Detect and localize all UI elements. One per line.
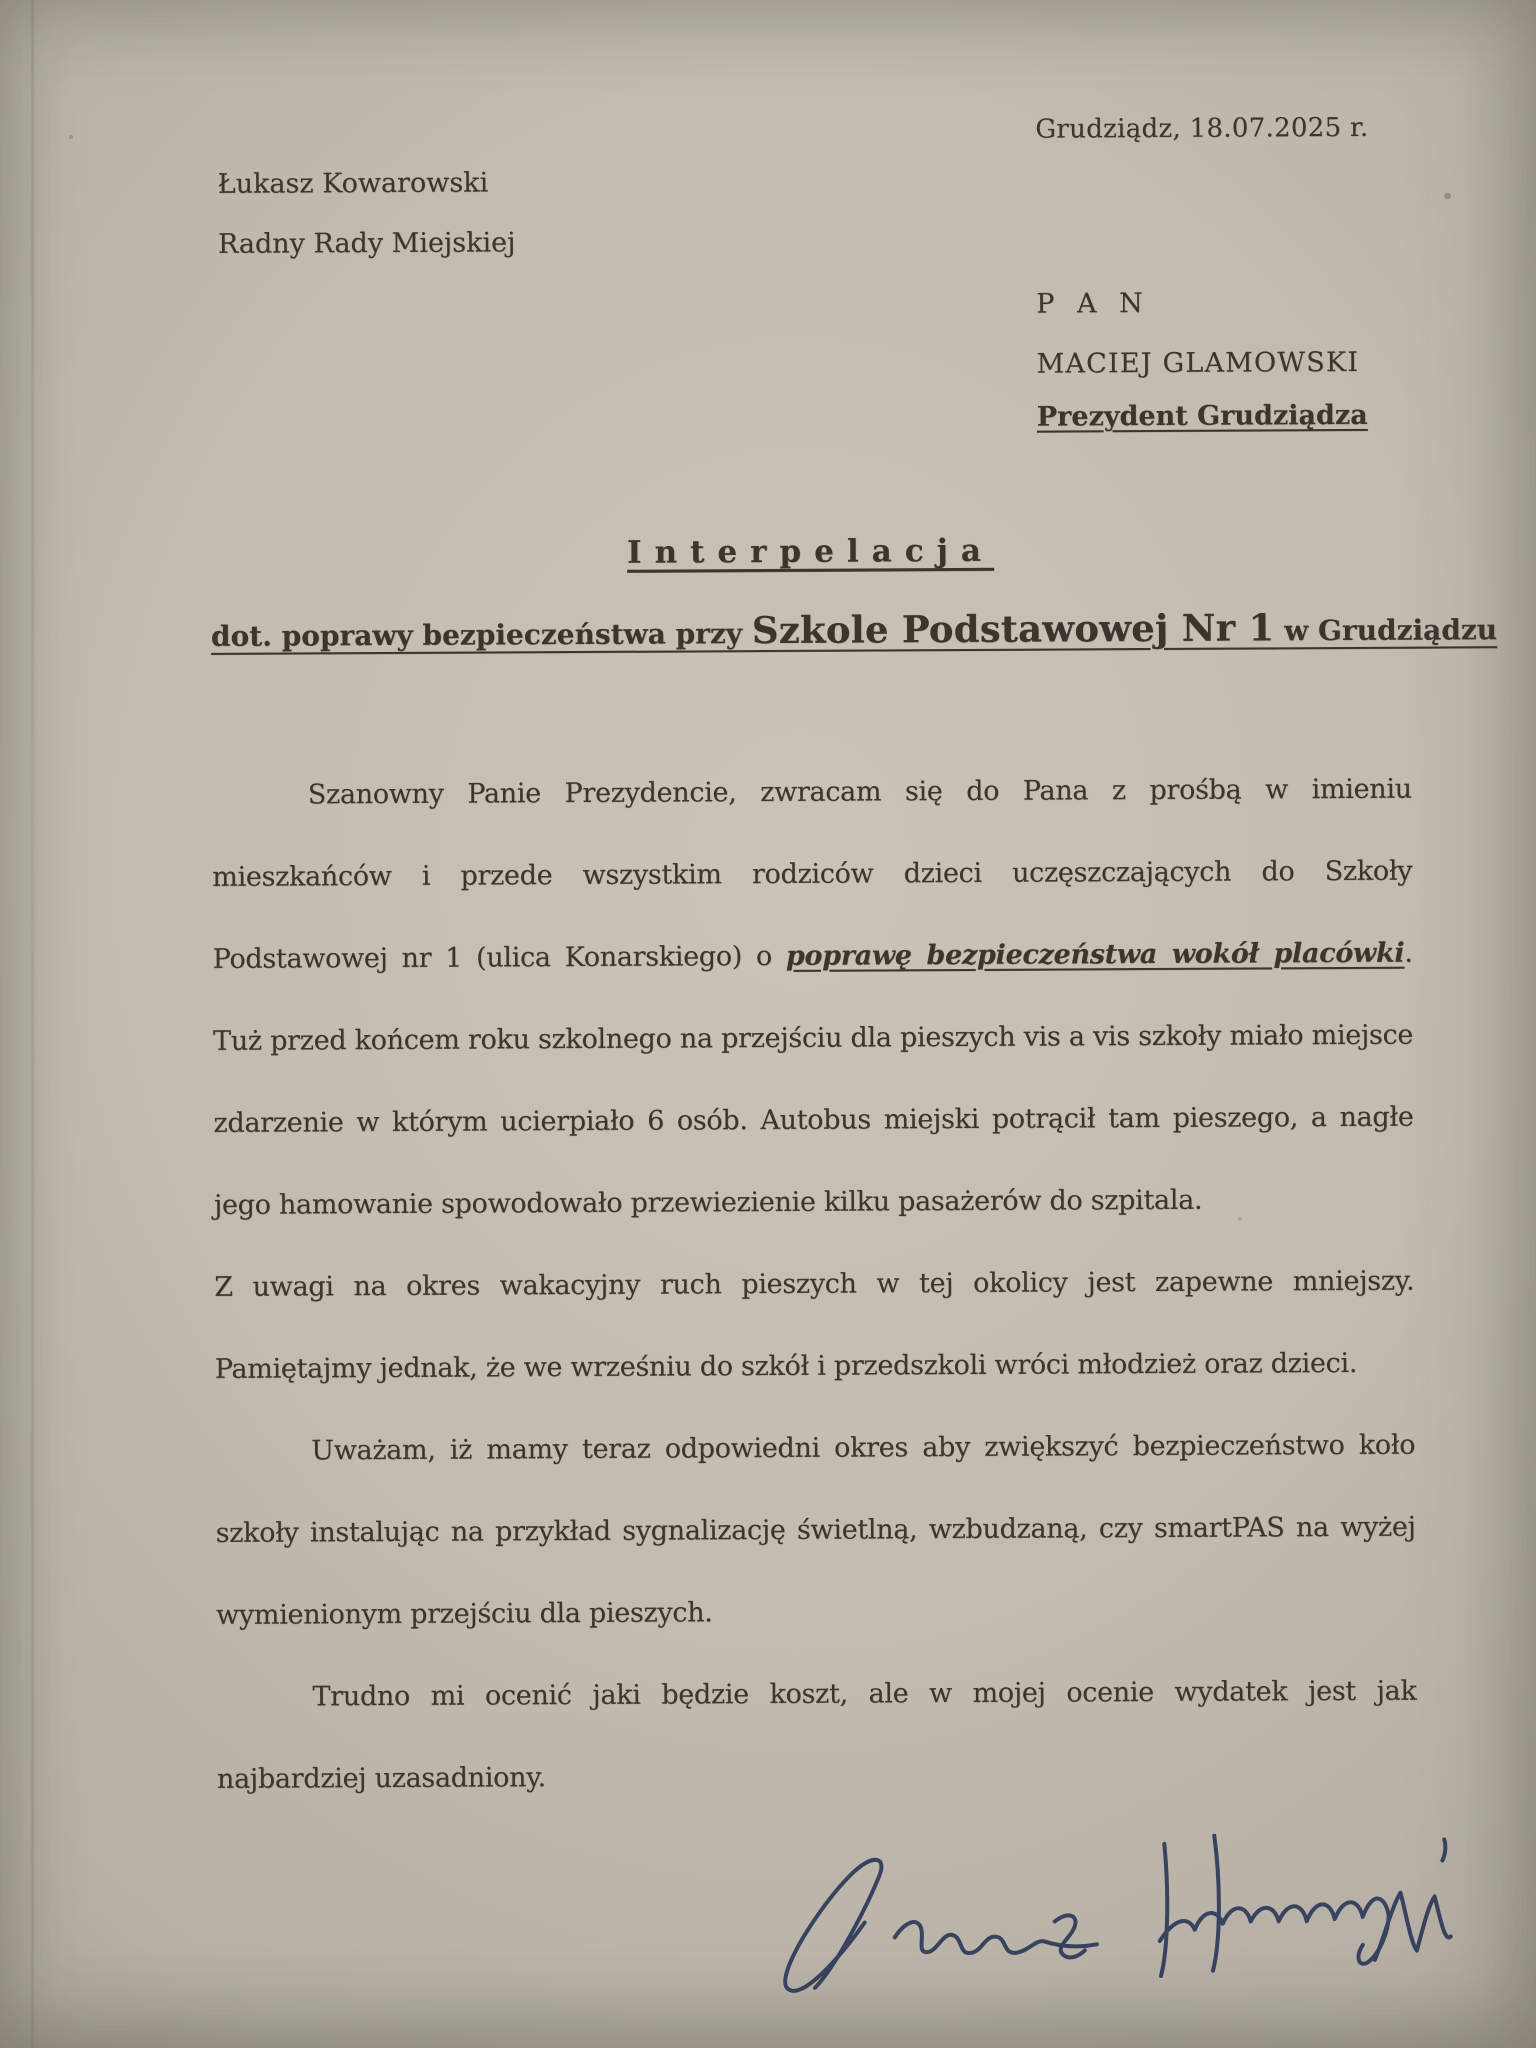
document-title: Interpelacja — [626, 532, 995, 571]
subject-prefix: dot. poprawy bezpieczeństwa przy — [210, 617, 752, 653]
paragraph-1: Szanowny Panie Prezydencie, zwracam się do Pana z prośbą w imieniu mieszkańców i przede wszystkim rodziców dzieci uczęszczających do Szkoły Podstawowej nr 1 (ulica Konarskiego) o poprawę bezpieczeństwa wokół placówki. Tuż przed końcem roku szkolnego na przejściu dla pieszych vis a vis szkoły miało miejsce zdarzenie w którym ucierpiało 6 osób. Autobus miejski potrącił tam pieszego, a nagłe jego hamowanie spowodowało przewiezienie kilku pasażerów do szpitala. — [212, 773, 1414, 1221]
subject-emphasis: Szkole Podstawowej Nr 1 — [751, 605, 1275, 653]
document-subject — [210, 605, 1498, 655]
bold-underlined-phrase: poprawę bezpieczeństwa wokół placówki — [785, 937, 1405, 972]
recipient-position: Prezydent Grudziądza — [1036, 399, 1368, 433]
signature-ink-icon — [744, 1824, 1465, 2038]
handwritten-signature — [744, 1824, 1465, 2038]
recipient-name: MACIEJ GLAMOWSKI — [1036, 346, 1360, 380]
paragraph-3: Uważam, iż mamy teraz odpowiedni okres aby zwiększyć bezpieczeństwo koło szkoły instalując na przykład sygnalizację świetlną, wzbudzaną, czy smartPAS na wyżej wymienionym przejściu dla pieszych. — [215, 1429, 1416, 1631]
paragraph-2: Z uwagi na okres wakacyjny ruch pieszych w tej okolicy jest zapewne mniejszy. Pamiętajmy jednak, że we wrześniu do szkół i przedszkoli wróci młodzież oraz dzieci. — [214, 1265, 1415, 1385]
recipient-salutation: P A N — [1036, 287, 1150, 320]
paragraph-4: Trudno mi ocenić jaki będzie koszt, ale w mojej ocenie wydatek jest jak najbardziej uzasadniony. — [216, 1675, 1417, 1795]
sender-name: Łukasz Kowarowski — [217, 167, 489, 200]
recipient-block — [1036, 287, 1368, 433]
date-line: Grudziądz, 18.07.2025 r. — [1035, 112, 1369, 145]
subject-suffix: w Grudziądzu — [1274, 613, 1498, 648]
letter-body — [212, 749, 1418, 1821]
sender-role: Radny Rady Miejskiej — [217, 227, 516, 260]
sender-block — [218, 167, 516, 289]
